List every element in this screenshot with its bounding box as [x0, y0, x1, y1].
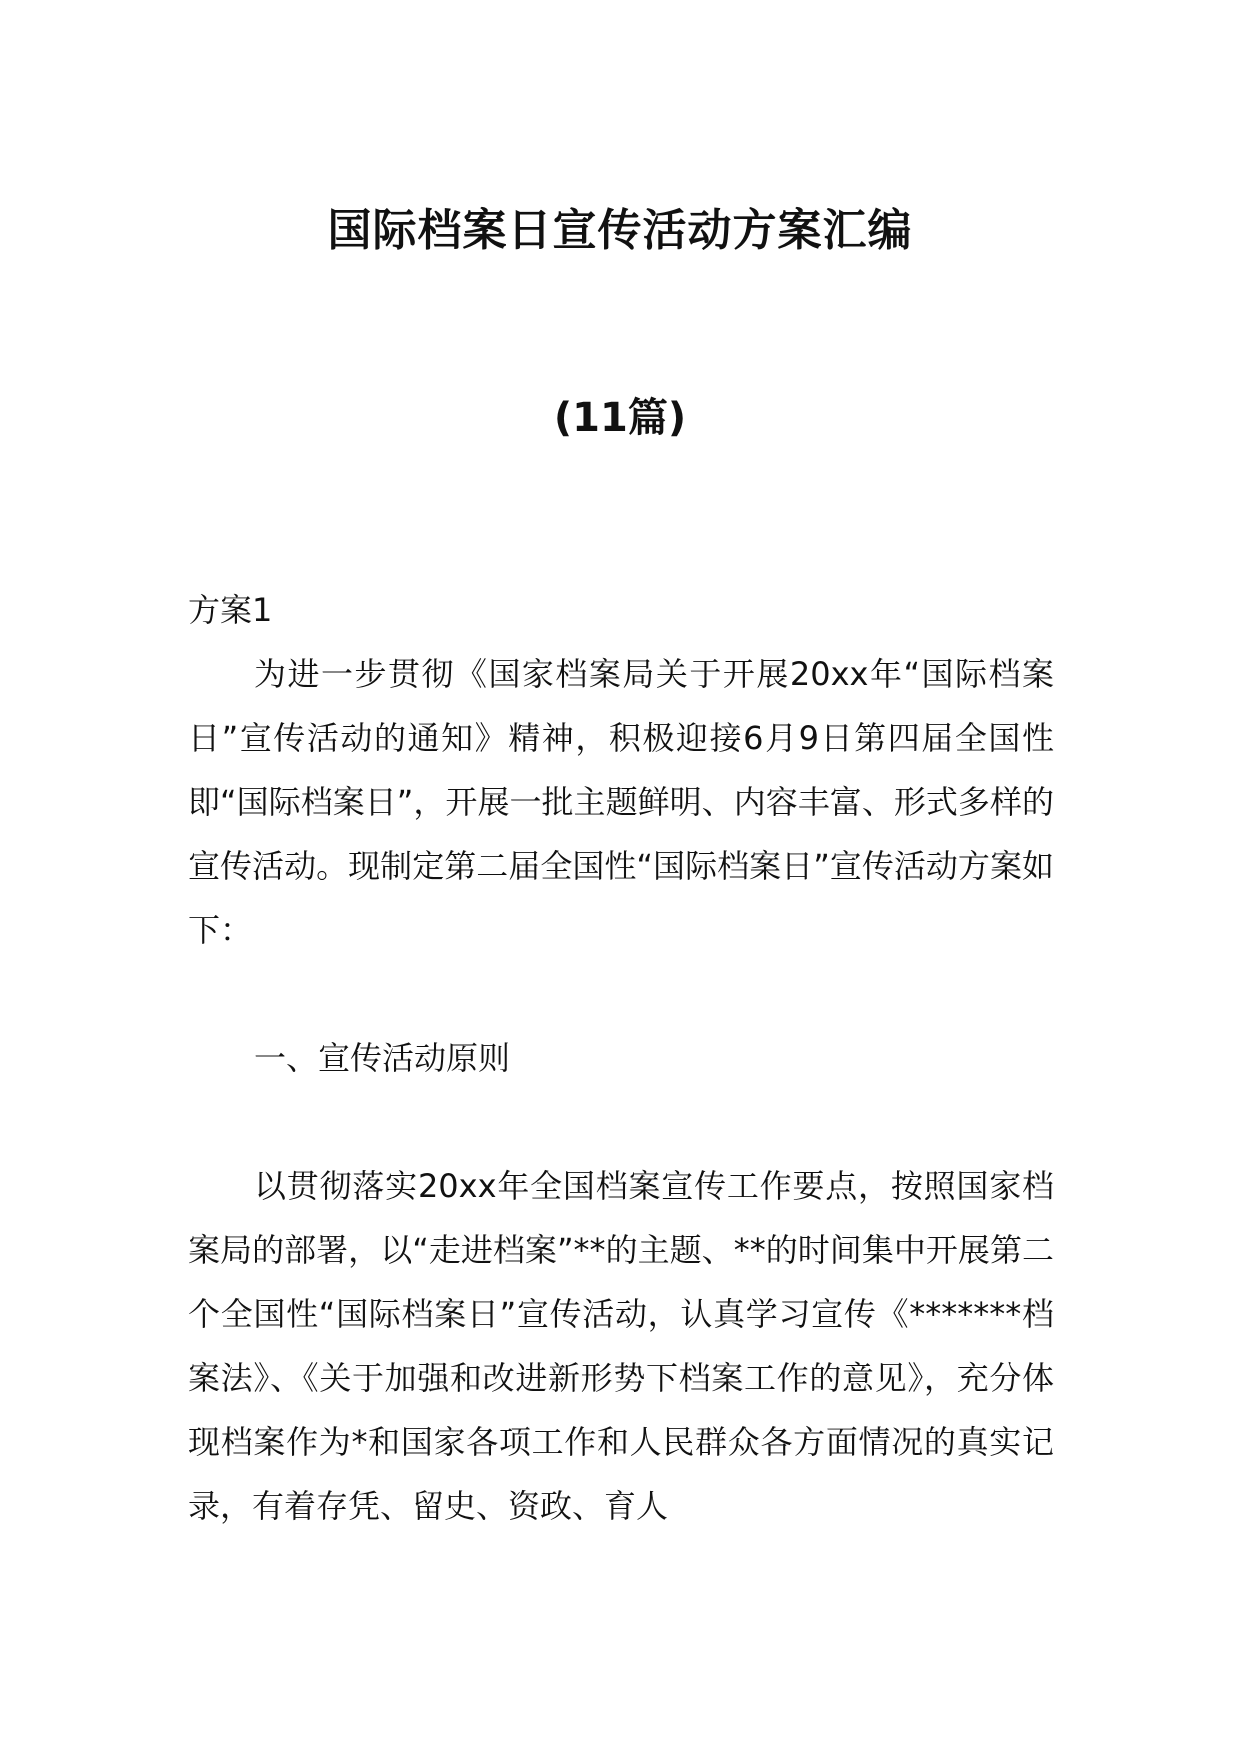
document-subtitle: (11篇) [553, 395, 687, 441]
document-title: 国际档案日宣传活动方案汇编 [327, 205, 913, 256]
paragraph-principles: 以贯彻落实20xx年全国档案宣传工作要点，按照国家档案局的部署，以“走进档案”**的主题、**的时间集中开展第二个全国性“国际档案日”宣传活动，认真学习宣传《*******档案法》、《关于加强和改进新形势下档案工作的意见》，充分体现档案作为*和国家各项工作和人民群众各方面情况的真实记录，有着存凭、留史、资政、育人 [188, 1167, 1054, 1525]
paragraph-intro: 为进一步贯彻《国家档案局关于开展20xx年“国际档案日”宣传活动的通知》精神，积极迎接6月9日第四届全国性即“国际档案日”，开展一批主题鲜明、内容丰富、形式多样的宣传活动。现制定第二届全国性“国际档案日”宣传活动方案如下： [188, 655, 1054, 949]
section-heading: 一、宣传活动原则 [254, 1039, 511, 1077]
section-label: 方案1 [188, 591, 273, 629]
document-body [188, 578, 1054, 1538]
